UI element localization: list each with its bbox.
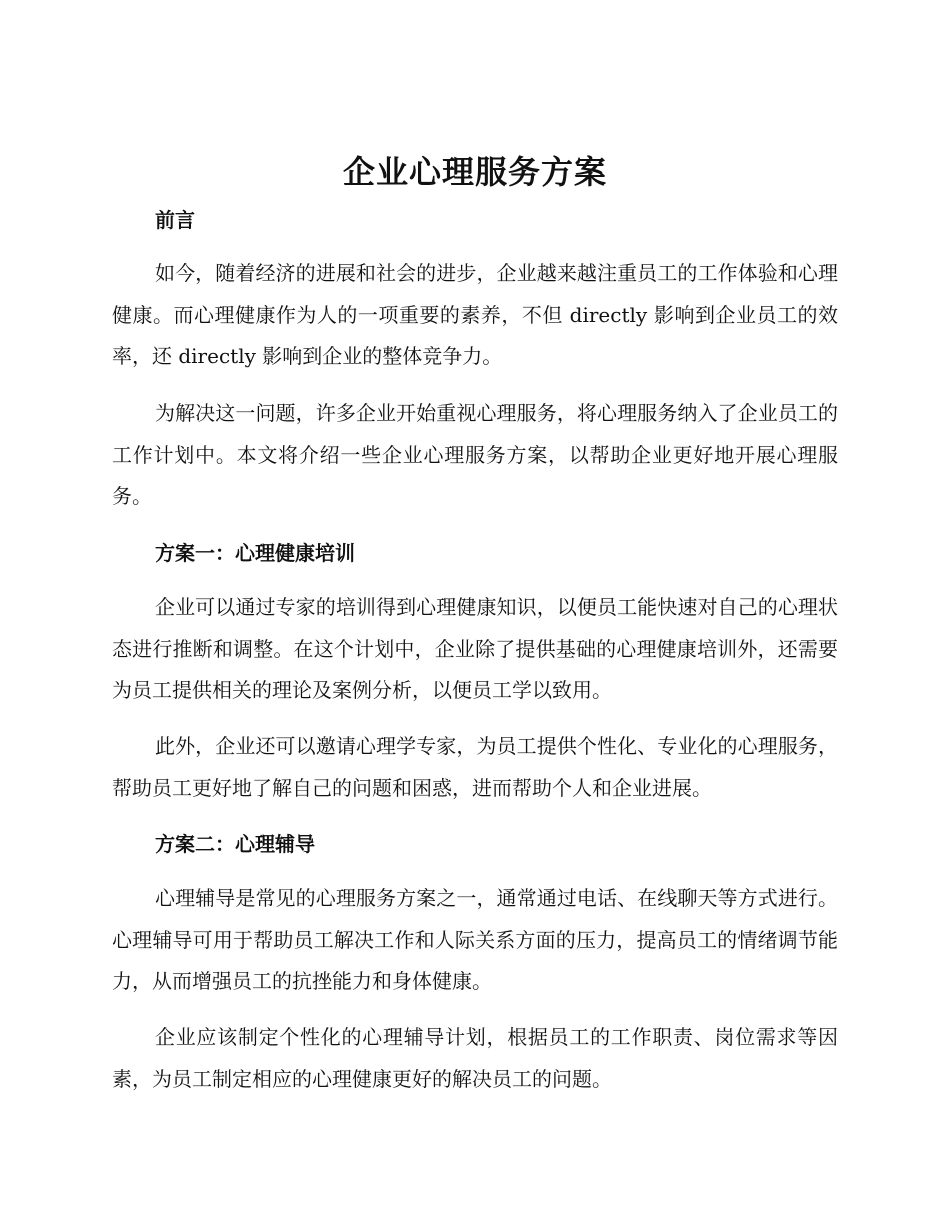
paragraph: 如今，随着经济的进展和社会的进步，企业越来越注重员工的工作体验和心理健康。而心理健康作为人的一项重要的素养，不但 directly 影响到企业员工的效率，还 directly 影响到企业的整体竞争力。 — [112, 261, 838, 368]
section-heading-plan-one: 方案一：心理健康培训 — [155, 541, 355, 565]
section-heading-preface: 前言 — [155, 208, 195, 232]
section-heading-plan-two: 方案二：心理辅导 — [155, 832, 315, 856]
paragraph: 心理辅导是常见的心理服务方案之一，通常通过电话、在线聊天等方式进行。心理辅导可用于帮助员工解决工作和人际关系方面的压力，提高员工的情绪调节能力，从而增强员工的抗挫能力和身体健康。 — [112, 886, 838, 993]
paragraph: 为解决这一问题，许多企业开始重视心理服务，将心理服务纳入了企业员工的工作计划中。本文将介绍一些企业心理服务方案，以帮助企业更好地开展心理服务。 — [112, 401, 838, 508]
paragraph: 此外，企业还可以邀请心理学专家，为员工提供个性化、专业化的心理服务，帮助员工更好地了解自己的问题和困惑，进而帮助个人和企业进展。 — [112, 734, 838, 800]
paragraph: 企业应该制定个性化的心理辅导计划，根据员工的工作职责、岗位需求等因素，为员工制定相应的心理健康更好的解决员工的问题。 — [112, 1025, 838, 1091]
document-title: 企业心理服务方案 — [342, 153, 607, 191]
paragraph: 企业可以通过专家的培训得到心理健康知识，以便员工能快速对自己的心理状态进行推断和调整。在这个计划中，企业除了提供基础的心理健康培训外，还需要为员工提供相关的理论及案例分析，以便员工学以致用。 — [112, 595, 838, 702]
